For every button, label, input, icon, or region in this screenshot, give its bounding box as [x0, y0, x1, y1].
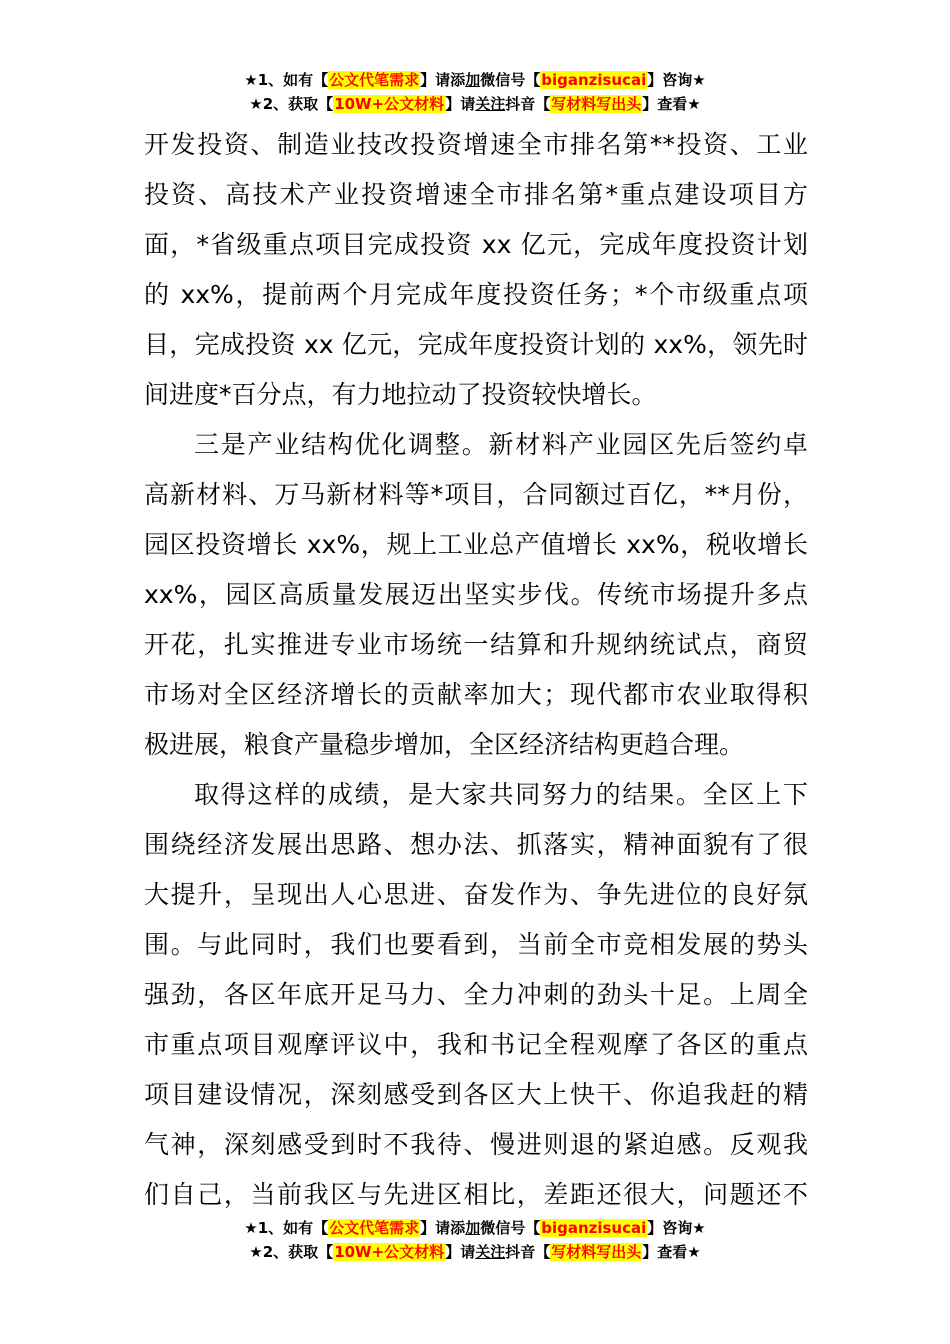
- banner-underline: 关注: [475, 1243, 506, 1261]
- banner-highlight: biganzisucai: [541, 1219, 647, 1237]
- banner-text: 】请: [445, 1243, 476, 1261]
- text-line: 强劲，各区年底开足马力、全力冲刺的劲头十足。上周全: [144, 980, 808, 1009]
- text-line: xx%，园区高质量发展迈出坚实步伐。传统市场提升多点: [144, 580, 808, 609]
- banner-line-1: [0, 1216, 950, 1240]
- text-line: 气神，深刻感受到时不我待、慢进则退的紧迫感。反观我: [144, 1130, 808, 1159]
- banner-text: ★2、获取【: [249, 1243, 334, 1261]
- banner-text: 】请添: [420, 1219, 466, 1237]
- text-line: 间进度*百分点，有力地拉动了投资较快增长。: [144, 380, 657, 409]
- banner-text: ★2、获取【: [249, 95, 334, 113]
- document-body: [144, 120, 808, 1220]
- banner-text: 】查看★: [642, 1243, 701, 1261]
- text-line: 项目建设情况，深刻感受到各区大上快干、你追我赶的精: [144, 1080, 808, 1109]
- banner-text: 抖音【: [505, 1243, 551, 1261]
- banner-underline: 加: [465, 1219, 481, 1237]
- text-line: 大提升，呈现出人心思进、奋发作为、争先进位的良好氛: [144, 880, 808, 909]
- text-line: 目，完成投资 xx 亿元，完成年度投资计划的 xx%，领先时: [144, 330, 808, 359]
- banner-text: 】咨询★: [647, 71, 706, 89]
- text-line: 面，*省级重点项目完成投资 xx 亿元，完成年度投资计划: [144, 230, 808, 259]
- banner-highlight: biganzisucai: [541, 71, 647, 89]
- banner-text: ★1、如有【: [244, 1219, 329, 1237]
- text-line: 的 xx%，提前两个月完成年度投资任务；*个市级重点项: [144, 280, 808, 309]
- banner-underline: 加: [465, 71, 481, 89]
- banner-text: 微信号【: [480, 71, 541, 89]
- text-line: 园区投资增长 xx%，规上工业总产值增长 xx%，税收增长: [144, 530, 808, 559]
- header-banner: [0, 68, 950, 116]
- banner-highlight: 写材料写出头: [551, 95, 642, 113]
- text-line: 开花，扎实推进专业市场统一结算和升规纳统试点，商贸: [144, 630, 808, 659]
- banner-highlight: 公文代笔需求: [329, 71, 420, 89]
- text-line: 高新材料、万马新材料等*项目，合同额过百亿，**月份，: [144, 480, 808, 509]
- text-line: 取得这样的成绩，是大家共同努力的结果。全区上下: [194, 780, 808, 809]
- text-line: 三是产业结构优化调整。新材料产业园区先后签约卓: [194, 430, 808, 459]
- banner-highlight: 10W+公文材料: [334, 95, 445, 113]
- banner-text: 微信号【: [480, 1219, 541, 1237]
- banner-text: ★1、如有【: [244, 71, 329, 89]
- text-line: 围绕经济发展出思路、想办法、抓落实，精神面貌有了很: [144, 830, 808, 859]
- banner-text: 】查看★: [642, 95, 701, 113]
- text-line: 极进展，粮食产量稳步增加，全区经济结构更趋合理。: [144, 730, 745, 759]
- banner-line-1: [0, 68, 950, 92]
- banner-text: 】请添: [420, 71, 466, 89]
- text-line: 市重点项目观摩评议中，我和书记全程观摩了各区的重点: [144, 1030, 808, 1059]
- banner-text: 】咨询★: [647, 1219, 706, 1237]
- text-line: 市场对全区经济增长的贡献率加大；现代都市农业取得积: [144, 680, 808, 709]
- text-line: 围。与此同时，我们也要看到，当前全市竞相发展的势头: [144, 930, 808, 959]
- footer-banner: [0, 1216, 950, 1264]
- banner-text: 抖音【: [505, 95, 551, 113]
- banner-text: 】请: [445, 95, 476, 113]
- banner-highlight: 10W+公文材料: [334, 1243, 445, 1261]
- banner-highlight: 写材料写出头: [551, 1243, 642, 1261]
- banner-line-2: [0, 92, 950, 116]
- banner-underline: 关注: [475, 95, 506, 113]
- text-line: 们自己，当前我区与先进区相比，差距还很大，问题还不: [144, 1180, 808, 1209]
- banner-highlight: 公文代笔需求: [329, 1219, 420, 1237]
- banner-line-2: [0, 1240, 950, 1264]
- text-line: 投资、高技术产业投资增速全市排名第*重点建设项目方: [144, 180, 808, 209]
- text-line: 开发投资、制造业技改投资增速全市排名第**投资、工业: [144, 130, 808, 159]
